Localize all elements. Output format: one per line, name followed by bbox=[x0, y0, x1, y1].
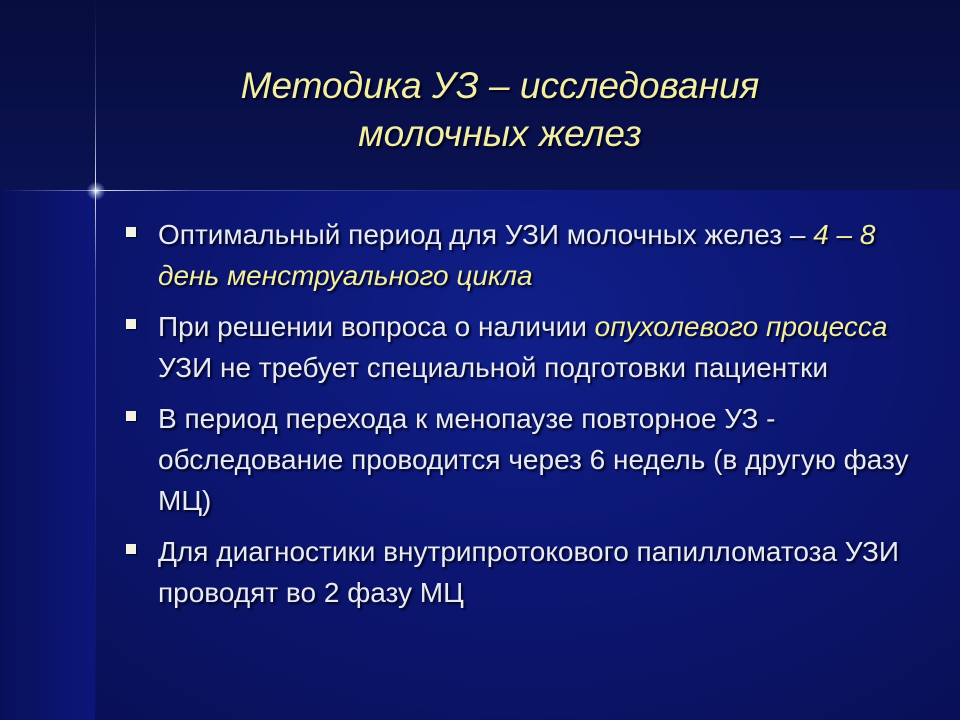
bullet-item bbox=[123, 214, 913, 296]
bullet-text: В период перехода к менопаузе повторное УЗ - обследование проводится через 6 недель (в другую фазу МЦ) bbox=[158, 403, 909, 516]
square-bullet-icon bbox=[126, 319, 136, 329]
sparkle-star-icon bbox=[87, 182, 105, 200]
left-band bbox=[0, 190, 95, 720]
bullet-item bbox=[123, 306, 913, 388]
bullet-item bbox=[123, 531, 913, 613]
bullet-highlight: опухолевого процесса bbox=[594, 311, 888, 342]
square-bullet-icon bbox=[126, 227, 136, 237]
bullet-text: При решении вопроса о наличии bbox=[158, 311, 595, 342]
title-line-2: молочных желез bbox=[358, 113, 642, 154]
title-line-1: Методика УЗ – исследования bbox=[240, 65, 760, 106]
vertical-light-line bbox=[95, 0, 96, 720]
horizontal-light-line bbox=[0, 190, 960, 191]
bullet-highlight: 4 – 8 день менструального цикла bbox=[158, 219, 876, 291]
square-bullet-icon bbox=[126, 411, 136, 421]
square-bullet-icon bbox=[126, 544, 136, 554]
bullet-item bbox=[123, 398, 913, 521]
bullet-text: Для диагностики внутрипротокового папилломатоза УЗИ проводят во 2 фазу МЦ bbox=[158, 536, 900, 608]
bullet-list bbox=[123, 214, 913, 623]
bullet-text: Оптимальный период для УЗИ молочных желез – bbox=[158, 219, 814, 250]
slide-title bbox=[150, 62, 850, 158]
bullet-text-after: УЗИ не требует специальной подготовки пациентки bbox=[158, 352, 828, 383]
